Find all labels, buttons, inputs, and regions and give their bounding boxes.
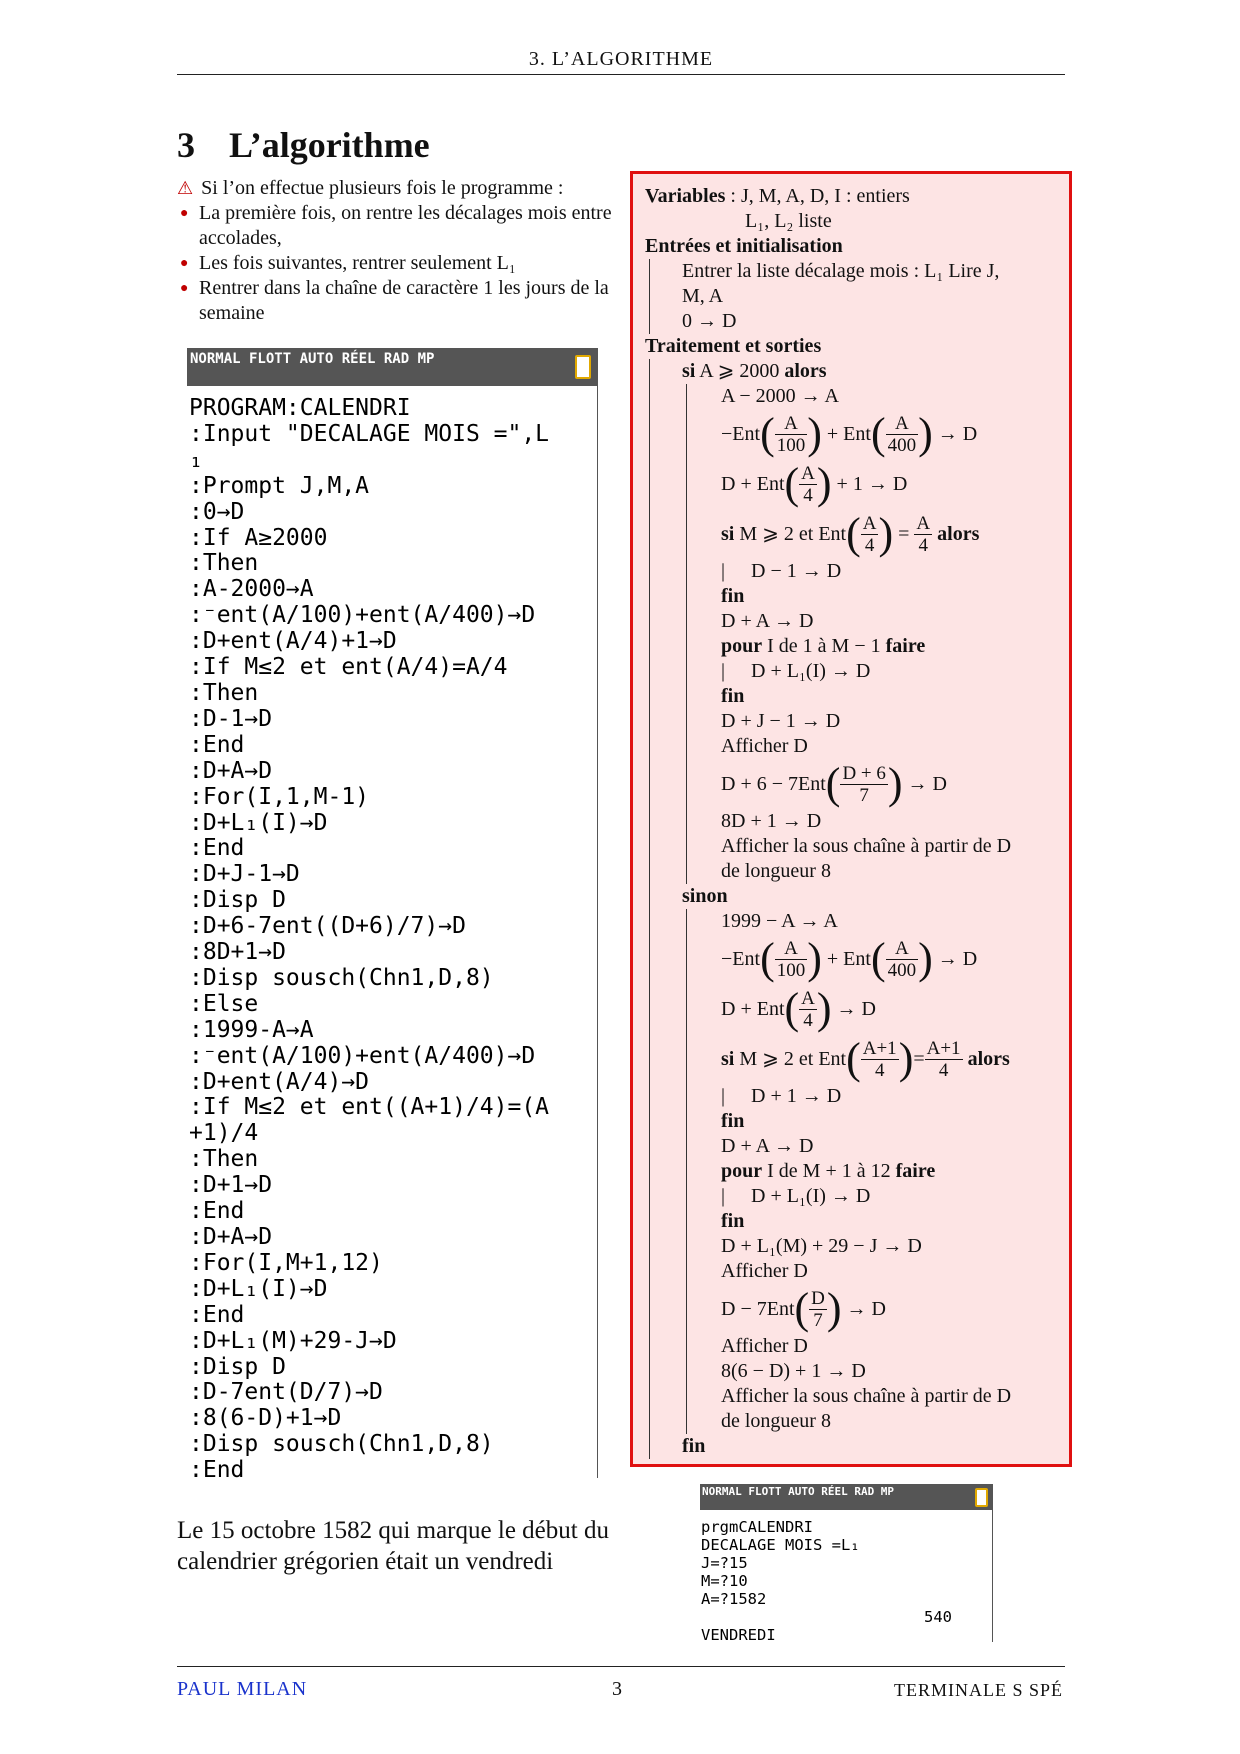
program-line: :D+L₁(I)→D [189, 1275, 328, 1302]
variables-line [645, 184, 1057, 209]
program-line: :Disp D [189, 1353, 286, 1380]
status-bar-text: NORMAL FLOTT AUTO RÉEL RAD MP [702, 1485, 895, 1498]
algo-line: pour I de 1 à M − 1 faire [721, 635, 926, 657]
program-line: :0→D [189, 498, 245, 525]
program-line: :D+1→D [189, 1172, 273, 1199]
program-line: :D+ent(A/4)+1→D [189, 628, 397, 655]
warning-triangle-icon: ⚠ [177, 178, 194, 198]
program-line: :Prompt J,M,A [189, 472, 370, 499]
warning-line [177, 176, 617, 201]
algo-line: fin [721, 1110, 745, 1132]
lists-line: L₁, L₂ liste [745, 210, 832, 232]
treatment-label: Traitement et sorties [645, 335, 822, 357]
else-line: sinon [682, 885, 728, 907]
init-line: M, A [682, 285, 724, 307]
algo-line: Afficher la sous chaîne à partir de D [721, 835, 1012, 857]
footer-course: TERMINALE S SPÉ [893, 1680, 1063, 1700]
program-line: :Disp D [189, 887, 286, 914]
algo-line: −Ent ( $\frac{A}{100}$ ) + Ent ( $\frac{A}{400}$ ) → D [721, 934, 978, 983]
footer-page-number: 3 [612, 1678, 622, 1700]
status-bar-text: NORMAL FLOTT AUTO RÉEL RAD MP [190, 351, 435, 367]
program-line: :D+L₁(I)→D [189, 809, 328, 836]
algo-line: | D + L₁(I) → D [721, 660, 871, 682]
algo-line: D − 7Ent ( $\frac{D}{7}$ ) → D [721, 1284, 886, 1333]
program-line: :If M≤2 et ent((A+1)/4)=(A [189, 1094, 550, 1121]
calculator-screen-program [187, 348, 598, 1478]
init-block [649, 259, 1057, 334]
algo-line: | D − 1 → D [721, 560, 842, 582]
calculator-status-bar [700, 1484, 992, 1510]
list-item [177, 201, 617, 251]
program-line: :End [189, 1198, 245, 1225]
algo-line: 8D + 1 → D [721, 810, 822, 832]
program-line: ₁ [189, 446, 203, 473]
init-line: 0 → D [682, 310, 737, 332]
bullet-text: Les fois suivantes, rentrer seulement L₁ [199, 252, 516, 274]
algo-line: D + 6 − 7Ent ( $\frac{D + 6}{7}$ ) → D [721, 759, 947, 808]
program-line: :Disp sousch(Chn1,D,8) [189, 1431, 494, 1458]
program-line: :D-1→D [189, 705, 273, 732]
bullet-text: Rentrer dans la chaîne de caractère 1 les jours de la semaine [199, 277, 609, 324]
algo-line: D + A → D [721, 1135, 814, 1157]
end-line: fin [682, 1435, 706, 1457]
program-line: :For(I,1,M-1) [189, 783, 370, 810]
program-line: :If M≤2 et ent(A/4)=A/4 [189, 654, 508, 681]
algo-line: Afficher D [721, 1335, 808, 1357]
program-line: :1999-A→A [189, 1016, 314, 1043]
program-line: :Then [189, 679, 259, 706]
bullet-text: La première fois, on rentre les décalages mois entre accolades, [199, 202, 612, 249]
algo-line: D + Ent ( $\frac{A}{4}$ ) → D [721, 984, 876, 1033]
calculator-screen-output [700, 1484, 993, 1642]
else-block [686, 909, 1057, 1434]
algo-line: D + Ent ( $\frac{A}{4}$ ) + 1 → D [721, 459, 908, 508]
variables-label: Variables [645, 185, 726, 207]
program-listing [187, 396, 597, 1478]
warning-text: Si l’on effectue plusieurs fois le programme : [201, 177, 564, 199]
battery-icon [975, 1488, 988, 1507]
section-title [177, 124, 430, 166]
program-line: :D+A→D [189, 1224, 273, 1250]
list-item [177, 276, 617, 326]
footer-author: PAUL MILAN [177, 1678, 308, 1700]
program-line: +1)/4 [189, 1120, 259, 1147]
running-header: 3. L’ALGORITHME [528, 48, 714, 70]
section-number: 3 [177, 125, 195, 165]
footer-rule [177, 1666, 1065, 1667]
program-line: :D+ent(A/4)→D [189, 1068, 370, 1095]
bullet-icon: ● [180, 281, 189, 296]
output-line: prgmCALENDRI [701, 1518, 813, 1536]
algo-line: fin [721, 585, 745, 607]
output-line: A=?1582 [701, 1590, 767, 1608]
program-line: :Then [189, 550, 259, 577]
program-line: :Input "DECALAGE MOIS =",L [189, 420, 550, 447]
init-label: Entrées et initialisation [645, 235, 843, 257]
algorithm-box [630, 171, 1072, 1467]
algo-line: si M ⩾ 2 et Ent ( $\frac{A}{4}$ ) = $\frac{A}{4}$ alors [721, 509, 980, 558]
program-line: :Then [189, 1146, 259, 1173]
output-result: 540 [924, 1608, 952, 1626]
section-title-text: L’algorithme [229, 125, 430, 165]
init-line: Entrer la liste décalage mois : L₁ Lire J, [682, 260, 1000, 282]
program-line: :Else [189, 990, 259, 1017]
then-block [686, 384, 1057, 884]
program-line: :Disp sousch(Chn1,D,8) [189, 964, 494, 991]
algo-line: pour I de M + 1 à 12 faire [721, 1160, 936, 1182]
output-line: J=?15 [701, 1554, 748, 1572]
program-line: :D-7ent(D/7)→D [189, 1379, 383, 1406]
program-line: :⁻ent(A/100)+ent(A/400)→D [189, 602, 536, 629]
intro-note [177, 176, 617, 326]
algo-line: Afficher D [721, 1260, 808, 1282]
bullet-icon: ● [180, 206, 189, 221]
program-line: :End [189, 731, 245, 758]
program-line: :D+6-7ent((D+6)/7)→D [189, 913, 466, 940]
battery-icon [575, 355, 591, 379]
algo-line: | D + 1 → D [721, 1085, 842, 1107]
program-line: :A-2000→A [189, 576, 314, 603]
program-line: :8D+1→D [189, 939, 286, 966]
bullet-icon: ● [180, 256, 189, 271]
list-item [177, 251, 617, 276]
variables-text: : J, M, A, D, I : entiers [730, 185, 910, 207]
program-line: :D+A→D [189, 757, 273, 784]
program-line: :End [189, 1301, 245, 1328]
algo-line: A − 2000 → A [721, 385, 839, 407]
algo-line: 8(6 − D) + 1 → D [721, 1360, 866, 1382]
algo-line: de longueur 8 [721, 860, 831, 882]
program-line: :D+J-1→D [189, 861, 300, 888]
output-listing [700, 1518, 992, 1642]
program-line: :End [189, 1457, 245, 1478]
program-line: :For(I,M+1,12) [189, 1249, 383, 1276]
algo-line: de longueur 8 [721, 1410, 831, 1432]
program-line: :End [189, 835, 245, 862]
program-line: :8(6-D)+1→D [189, 1405, 342, 1432]
algo-line: | D + L₁(I) → D [721, 1185, 871, 1207]
calculator-status-bar [187, 348, 597, 386]
bullet-list [177, 201, 617, 326]
program-line: :⁻ent(A/100)+ent(A/400)→D [189, 1042, 536, 1069]
algo-line: D + L₁(M) + 29 − J → D [721, 1235, 922, 1257]
algo-line: 1999 − A → A [721, 910, 838, 932]
program-line: PROGRAM:CALENDRI [189, 395, 411, 421]
program-line: :If A≥2000 [189, 524, 328, 551]
header-rule [177, 74, 1065, 75]
algo-line: fin [721, 1210, 745, 1232]
conclusion-text: Le 15 octobre 1582 qui marque le début du calendrier grégorien était un vendredi [177, 1517, 609, 1575]
program-line: :D+L₁(M)+29-J→D [189, 1327, 397, 1354]
algo-line: fin [721, 685, 745, 707]
treatment-block [649, 359, 1057, 1459]
algo-line: D + A → D [721, 610, 814, 632]
if-line: si A ⩾ 2000 alors [682, 360, 827, 382]
output-day: VENDREDI [701, 1626, 776, 1642]
algo-line: Afficher la sous chaîne à partir de D [721, 1385, 1012, 1407]
output-line: M=?10 [701, 1572, 748, 1590]
output-line: DECALAGE MOIS =L₁ [701, 1536, 860, 1554]
algo-line: si M ⩾ 2 et Ent ( $\frac{A+1}{4}$ ) = $\frac{A+1}{4}$ alors [721, 1034, 1010, 1083]
algo-line: −Ent ( $\frac{A}{100}$ ) + Ent ( $\frac{A}{400}$ ) → D [721, 409, 978, 458]
algo-line: Afficher D [721, 735, 808, 757]
algo-line: D + J − 1 → D [721, 710, 841, 732]
